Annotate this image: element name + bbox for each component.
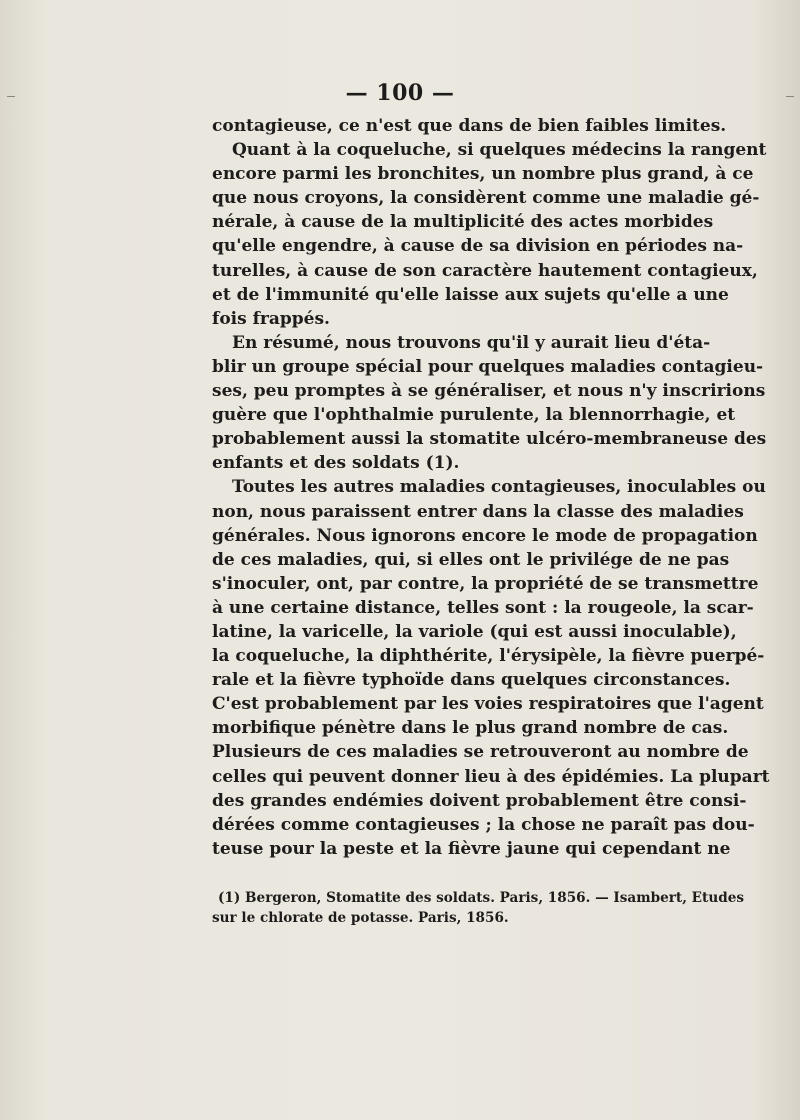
text-line: fois frappés. — [212, 308, 330, 329]
text-line: blir un groupe spécial pour quelques maladies contagieu- — [212, 356, 764, 377]
text-line: générales. Nous ignorons encore le mode de propagation — [212, 525, 758, 546]
text-line: teuse pour la peste et la fièvre jaune qui cependant ne — [212, 838, 731, 859]
text-line: turelles, à cause de son caractère hautement contagieux, — [212, 260, 758, 281]
text-line: Plusieurs de ces maladies se retrouveront au nombre de — [212, 742, 749, 763]
text-line: celles qui peuvent donner lieu à des épidémies. La plupart — [212, 766, 770, 787]
text-line: encore parmi les bronchites, un nombre plus grand, à ce — [212, 164, 754, 185]
footnote — [212, 888, 745, 928]
text-line: guère que l'ophthalmie purulente, la blennorrhagie, et — [212, 405, 736, 426]
text-line: Toutes les autres maladies contagieuses, inoculables ou — [232, 477, 766, 498]
body-text — [212, 114, 770, 861]
margin-mark — [786, 96, 794, 97]
text-line: contagieuse, ce n'est que dans de bien faibles limites. — [212, 116, 727, 136]
text-line: dérées comme contagieuses ; la chose ne paraît pas dou- — [212, 814, 755, 835]
text-line: qu'elle engendre, à cause de sa division en périodes na- — [212, 236, 744, 257]
text-line: nérale, à cause de la multiplicité des actes morbides — [212, 212, 714, 233]
margin-mark — [7, 96, 15, 97]
text-line: de ces maladies, qui, si elles ont le privilége de ne pas — [212, 549, 730, 570]
text-line: rale et la fièvre typhoïde dans quelques circonstances. — [212, 670, 731, 691]
text-line: la coqueluche, la diphthérite, l'érysipèle, la fièvre puerpé- — [212, 646, 765, 667]
text-line: C'est probablement par les voies respiratoires que l'agent — [212, 694, 764, 715]
text-line: enfants et des soldats (1). — [212, 453, 460, 474]
text-line: s'inoculer, ont, par contre, la propriété de se transmettre — [212, 573, 759, 594]
text-line: latine, la varicelle, la variole (qui est aussi inoculable), — [212, 621, 737, 642]
text-line: probablement aussi la stomatite ulcéro-membraneuse des — [212, 429, 767, 450]
footnote-line: (1) Bergeron, Stomatite des soldats. Paris, 1856. — Isambert, Etudes — [218, 890, 745, 906]
text-line: ses, peu promptes à se généraliser, et nous n'y inscririons — [212, 381, 766, 402]
text-line: Quant à la coqueluche, si quelques médecins la rangent — [232, 140, 767, 161]
footnote-line: sur le chlorate de potasse. Paris, 1856. — [212, 910, 509, 926]
text-line: non, nous paraissent entrer dans la classe des maladies — [212, 501, 744, 522]
text-line: que nous croyons, la considèrent comme une maladie gé- — [212, 188, 760, 209]
text-line: à une certaine distance, telles sont : la rougeole, la scar- — [212, 597, 754, 618]
text-line: morbifique pénètre dans le plus grand nombre de cas. — [212, 718, 729, 739]
text-line: et de l'immunité qu'elle laisse aux sujets qu'elle a une — [212, 284, 729, 305]
page-number: — 100 — — [345, 80, 455, 106]
text-line: des grandes endémies doivent probablement être consi- — [212, 790, 747, 811]
text-line: En résumé, nous trouvons qu'il y aurait lieu d'éta- — [232, 332, 711, 353]
